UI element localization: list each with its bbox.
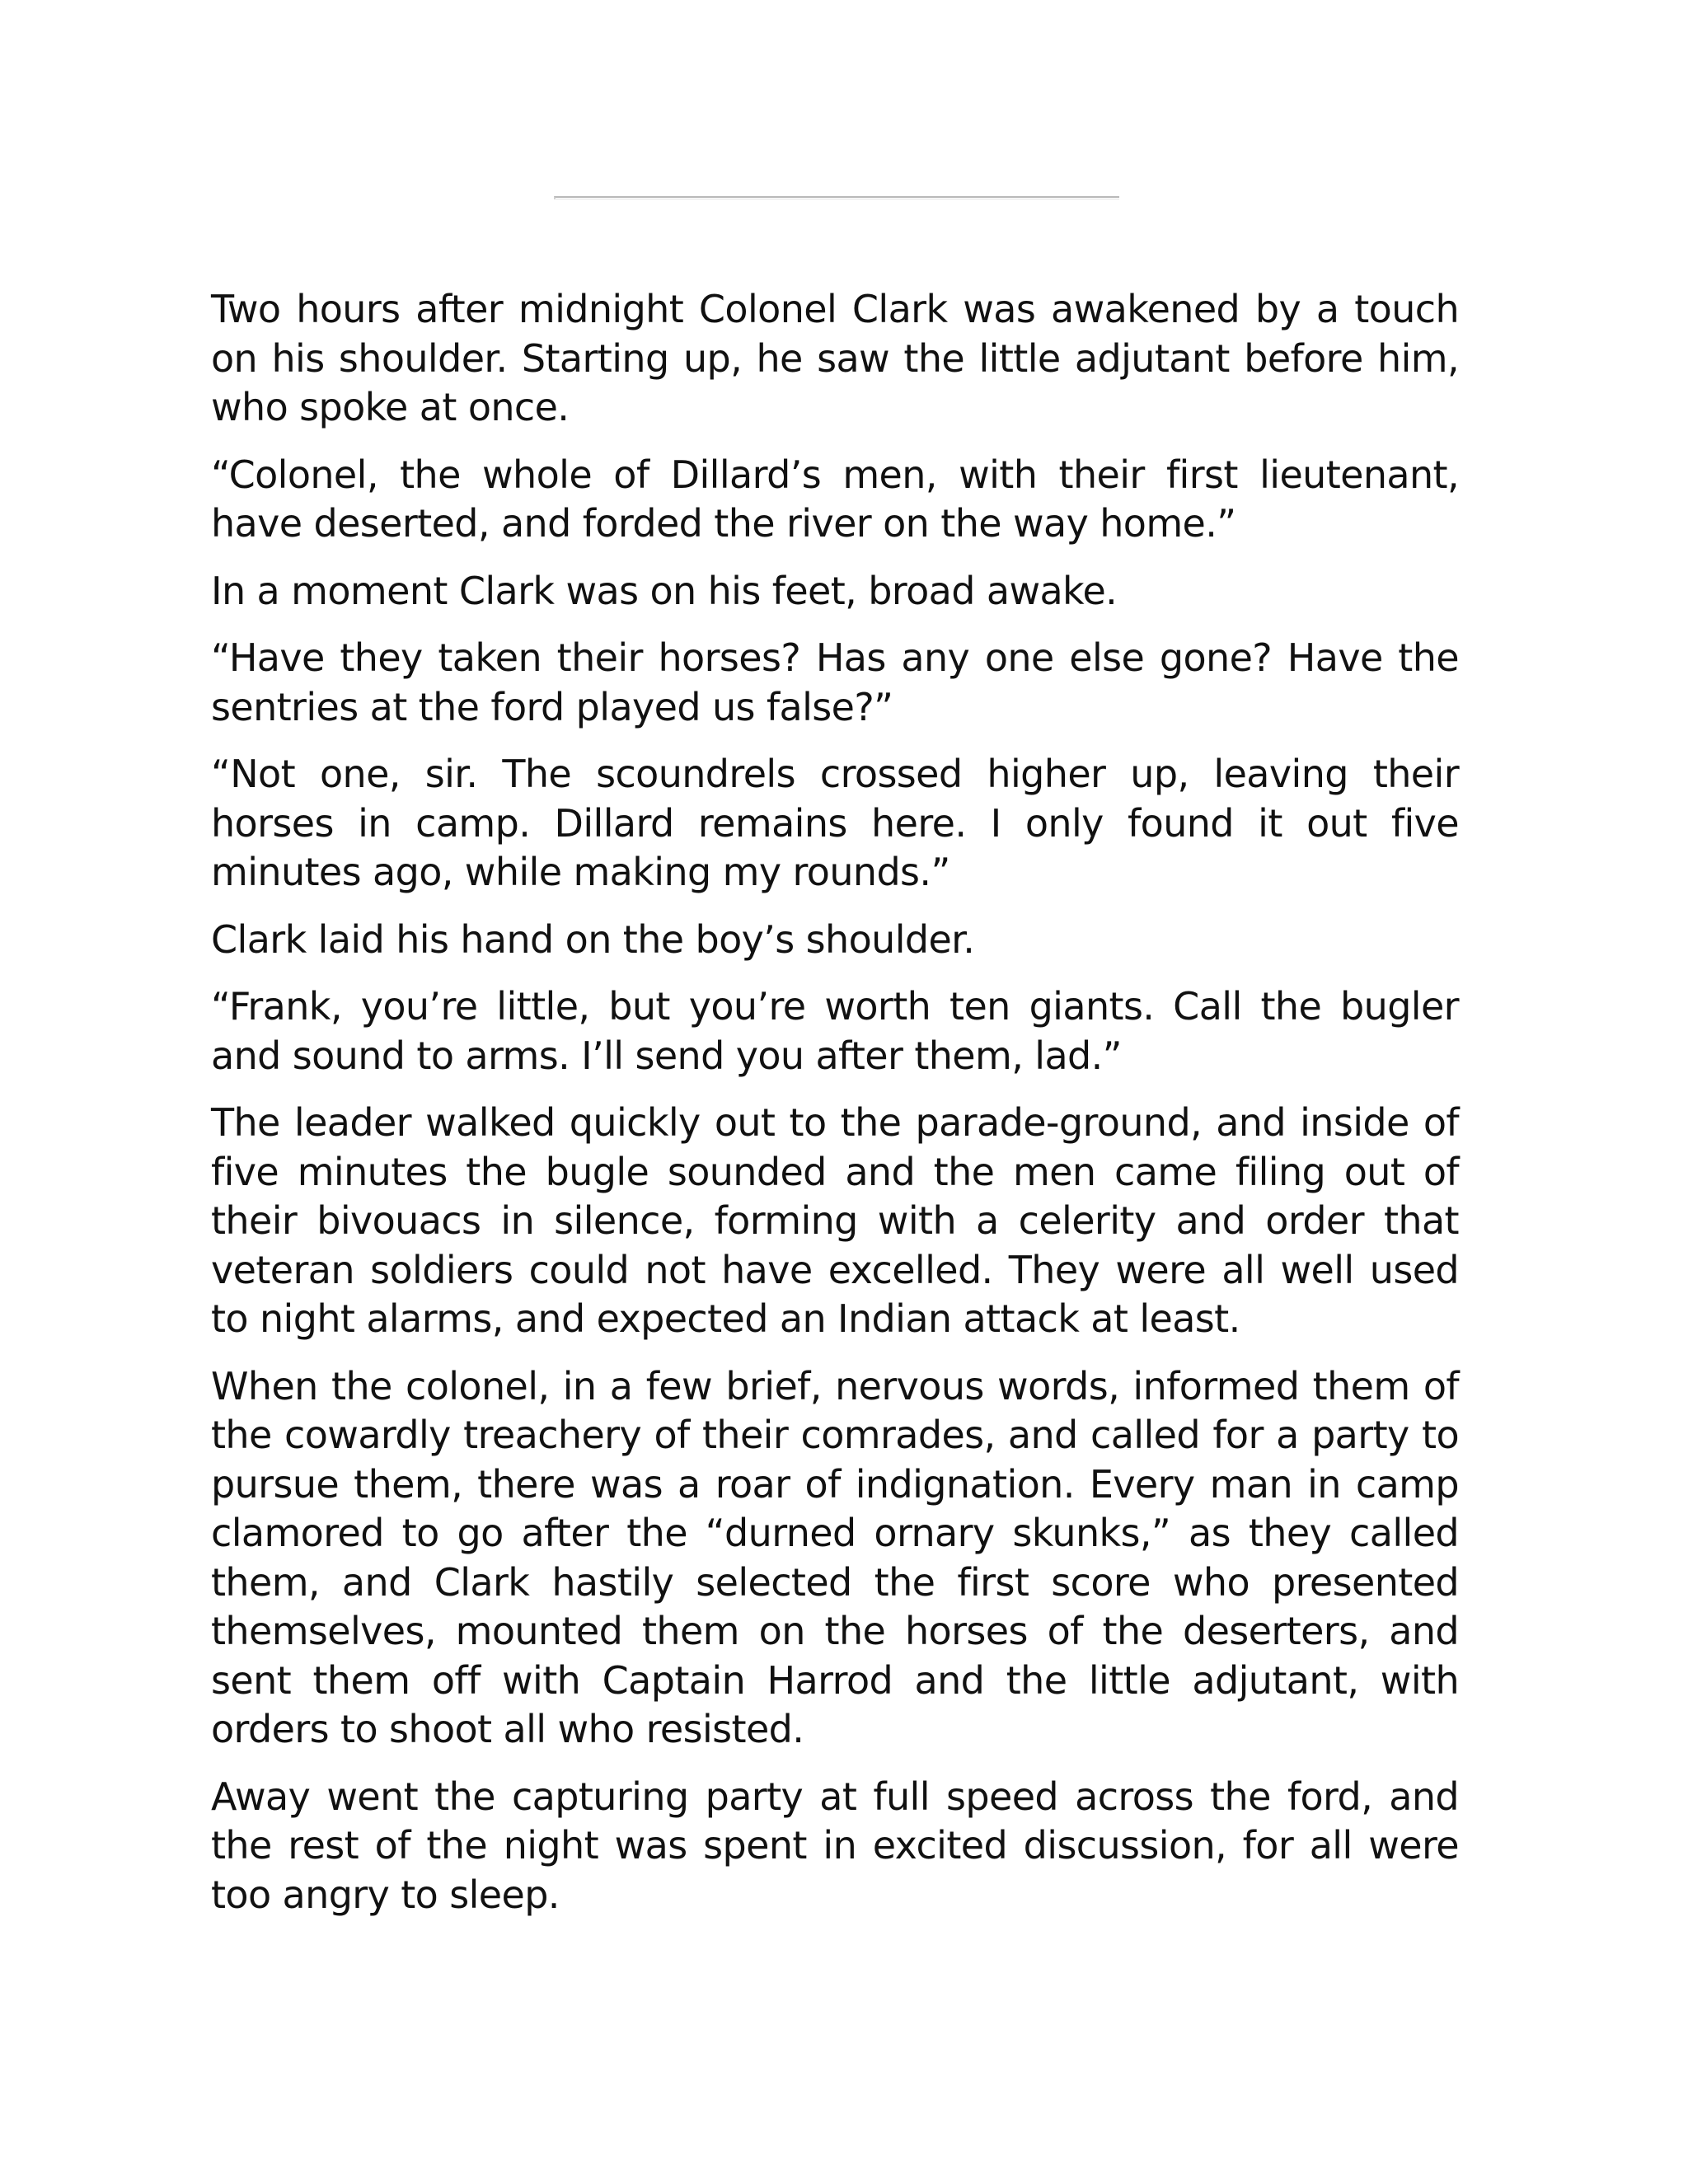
paragraph: When the colonel, in a few brief, nervous words, informed them of the cowardly treachery of their comrades, and called for a party to pursue them, there was a roar of indignation. Every man in camp clamored to go after the “durned ornary skunks,” as they called them, and Clark hastily selected the first score who presented themselves, mounted them on the horses of the deserters, and sent them off with Captain Harrod and the little adjutant, with orders to shoot all who resisted. bbox=[211, 1363, 1459, 1751]
paragraph: Two hours after midnight Colonel Clark was awakened by a touch on his shoulder. Starting up, he saw the little adjutant before him, who spoke at once. bbox=[211, 287, 1459, 429]
paragraph: Clark laid his hand on the boy’s shoulder. bbox=[211, 916, 975, 962]
body-text bbox=[211, 285, 1459, 1938]
paragraph: “Frank, you’re little, but you’re worth ten giants. Call the bugler and sound to arms. I’ll send you after them, lad.” bbox=[211, 984, 1459, 1078]
section-divider-rule bbox=[554, 196, 1119, 199]
paragraph: The leader walked quickly out to the parade-ground, and inside of five minutes the bugle sounded and the men came filing out of their bivouacs in silence, forming with a celerity and order that veteran soldiers could not have excelled. They were all well used to night alarms, and expected an Indian attack at least. bbox=[211, 1100, 1459, 1341]
paragraph: “Colonel, the whole of Dillard’s men, with their first lieutenant, have deserted, and forded the river on the way home.” bbox=[211, 452, 1459, 546]
paragraph: In a moment Clark was on his feet, broad awake. bbox=[211, 568, 1118, 613]
paragraph: “Not one, sir. The scoundrels crossed higher up, leaving their horses in camp. Dillard remains here. I only found it out five minutes ago, while making my rounds.” bbox=[211, 752, 1459, 894]
paragraph: Away went the capturing party at full speed across the ford, and the rest of the night was spent in excited discussion, for all were too angry to sleep. bbox=[211, 1774, 1459, 1917]
paragraph: “Have they taken their horses? Has any one else gone? Have the sentries at the ford played us false?” bbox=[211, 635, 1459, 729]
